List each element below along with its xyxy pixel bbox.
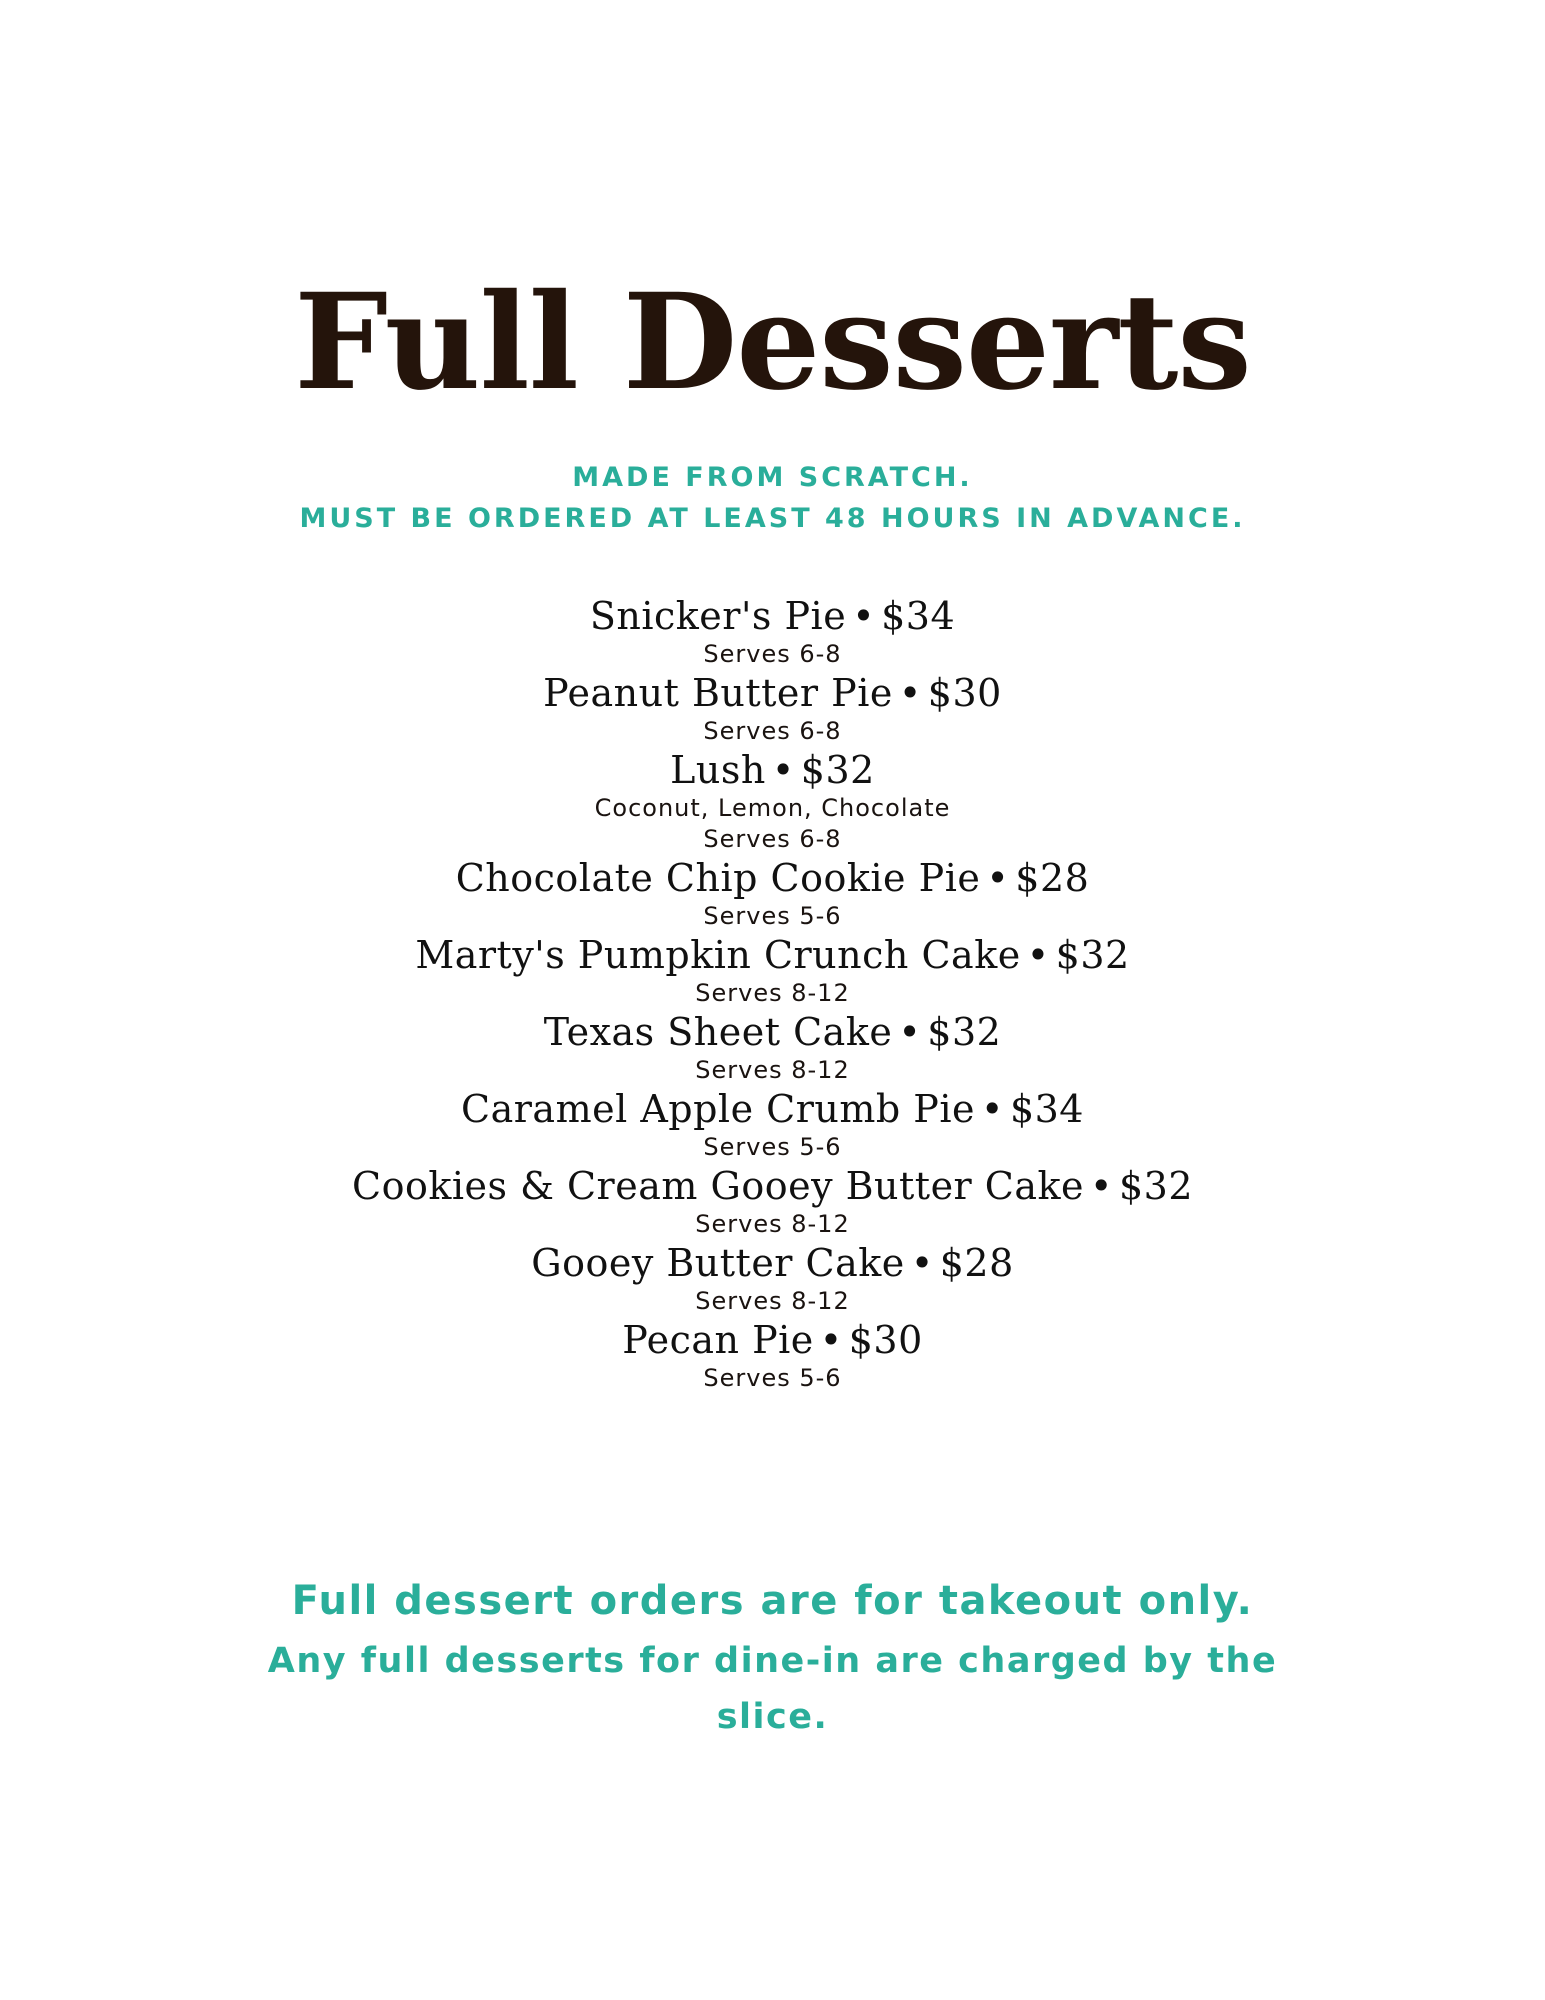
dessert-flavors: Coconut, Lemon, Chocolate [594, 794, 951, 822]
dessert-name: Marty's Pumpkin Crunch Cake [415, 933, 1021, 977]
dessert-title-line [0, 593, 1545, 639]
dessert-serves: Serves 8-12 [695, 1210, 850, 1238]
separator-bullet: • [986, 856, 1010, 900]
separator-bullet: • [1026, 933, 1050, 977]
dessert-title-line [0, 855, 1545, 901]
dessert-title-line [0, 1240, 1545, 1286]
page-title: Full Desserts [294, 265, 1251, 420]
dessert-name: Chocolate Chip Cookie Pie [455, 856, 981, 900]
dessert-name: Snicker's Pie [589, 594, 847, 638]
dessert-name: Cookies & Cream Gooey Butter Cake [352, 1164, 1085, 1208]
dessert-serves: Serves 8-12 [695, 1056, 850, 1084]
dessert-name: Peanut Butter Pie [543, 671, 893, 715]
subtitle-made-from-scratch: MADE FROM SCRATCH. [572, 462, 973, 493]
subtitle-order-advance: MUST BE ORDERED AT LEAST 48 HOURS IN ADVANCE. [299, 503, 1246, 534]
dessert-list [0, 593, 1545, 1394]
dessert-title-line [0, 747, 1545, 793]
dessert-price: $32 [1118, 1164, 1193, 1208]
dessert-name: Texas Sheet Cake [543, 1010, 893, 1054]
dessert-item [0, 747, 1545, 855]
dessert-price: $32 [927, 1010, 1002, 1054]
dessert-item [0, 1086, 1545, 1163]
dessert-item [0, 670, 1545, 747]
dessert-name: Caramel Apple Crumb Pie [461, 1087, 976, 1131]
dine-in-notice: Any full desserts for dine-in are charged by the slice. [267, 1641, 1278, 1737]
dessert-item [0, 932, 1545, 1009]
dessert-item [0, 855, 1545, 932]
dessert-price: $32 [1055, 933, 1130, 977]
separator-bullet: • [852, 594, 876, 638]
dessert-price: $28 [939, 1241, 1014, 1285]
dessert-price: $28 [1015, 856, 1090, 900]
takeout-notice: Full dessert orders are for takeout only. [291, 1578, 1254, 1624]
dessert-item [0, 1317, 1545, 1394]
dessert-name: Gooey Butter Cake [531, 1241, 905, 1285]
dessert-title-line [0, 932, 1545, 978]
dessert-serves: Serves 6-8 [703, 825, 842, 853]
dessert-price: $34 [881, 594, 956, 638]
dessert-serves: Serves 6-8 [703, 640, 842, 668]
separator-bullet: • [771, 748, 795, 792]
dessert-item [0, 1240, 1545, 1317]
separator-bullet: • [910, 1241, 934, 1285]
dessert-item [0, 593, 1545, 670]
dessert-title-line [0, 1009, 1545, 1055]
dessert-title-line [0, 1086, 1545, 1132]
dessert-item [0, 1009, 1545, 1086]
separator-bullet: • [898, 1010, 922, 1054]
dessert-title-line [0, 670, 1545, 716]
dessert-price: $30 [927, 671, 1002, 715]
dessert-title-line [0, 1163, 1545, 1209]
dessert-serves: Serves 5-6 [703, 1364, 842, 1392]
dessert-price: $32 [800, 748, 875, 792]
separator-bullet: • [1090, 1164, 1113, 1208]
dessert-serves: Serves 6-8 [703, 717, 842, 745]
dessert-title-line [0, 1317, 1545, 1363]
separator-bullet: • [819, 1318, 843, 1362]
dessert-serves: Serves 5-6 [703, 902, 842, 930]
dessert-name: Lush [670, 748, 766, 792]
dessert-serves: Serves 8-12 [695, 1287, 850, 1315]
dessert-price: $30 [848, 1318, 923, 1362]
dessert-name: Pecan Pie [622, 1318, 814, 1362]
dessert-item [0, 1163, 1545, 1240]
separator-bullet: • [898, 671, 922, 715]
dessert-price: $34 [1009, 1087, 1084, 1131]
separator-bullet: • [981, 1087, 1004, 1131]
dessert-serves: Serves 5-6 [703, 1133, 842, 1161]
dessert-serves: Serves 8-12 [695, 979, 850, 1007]
